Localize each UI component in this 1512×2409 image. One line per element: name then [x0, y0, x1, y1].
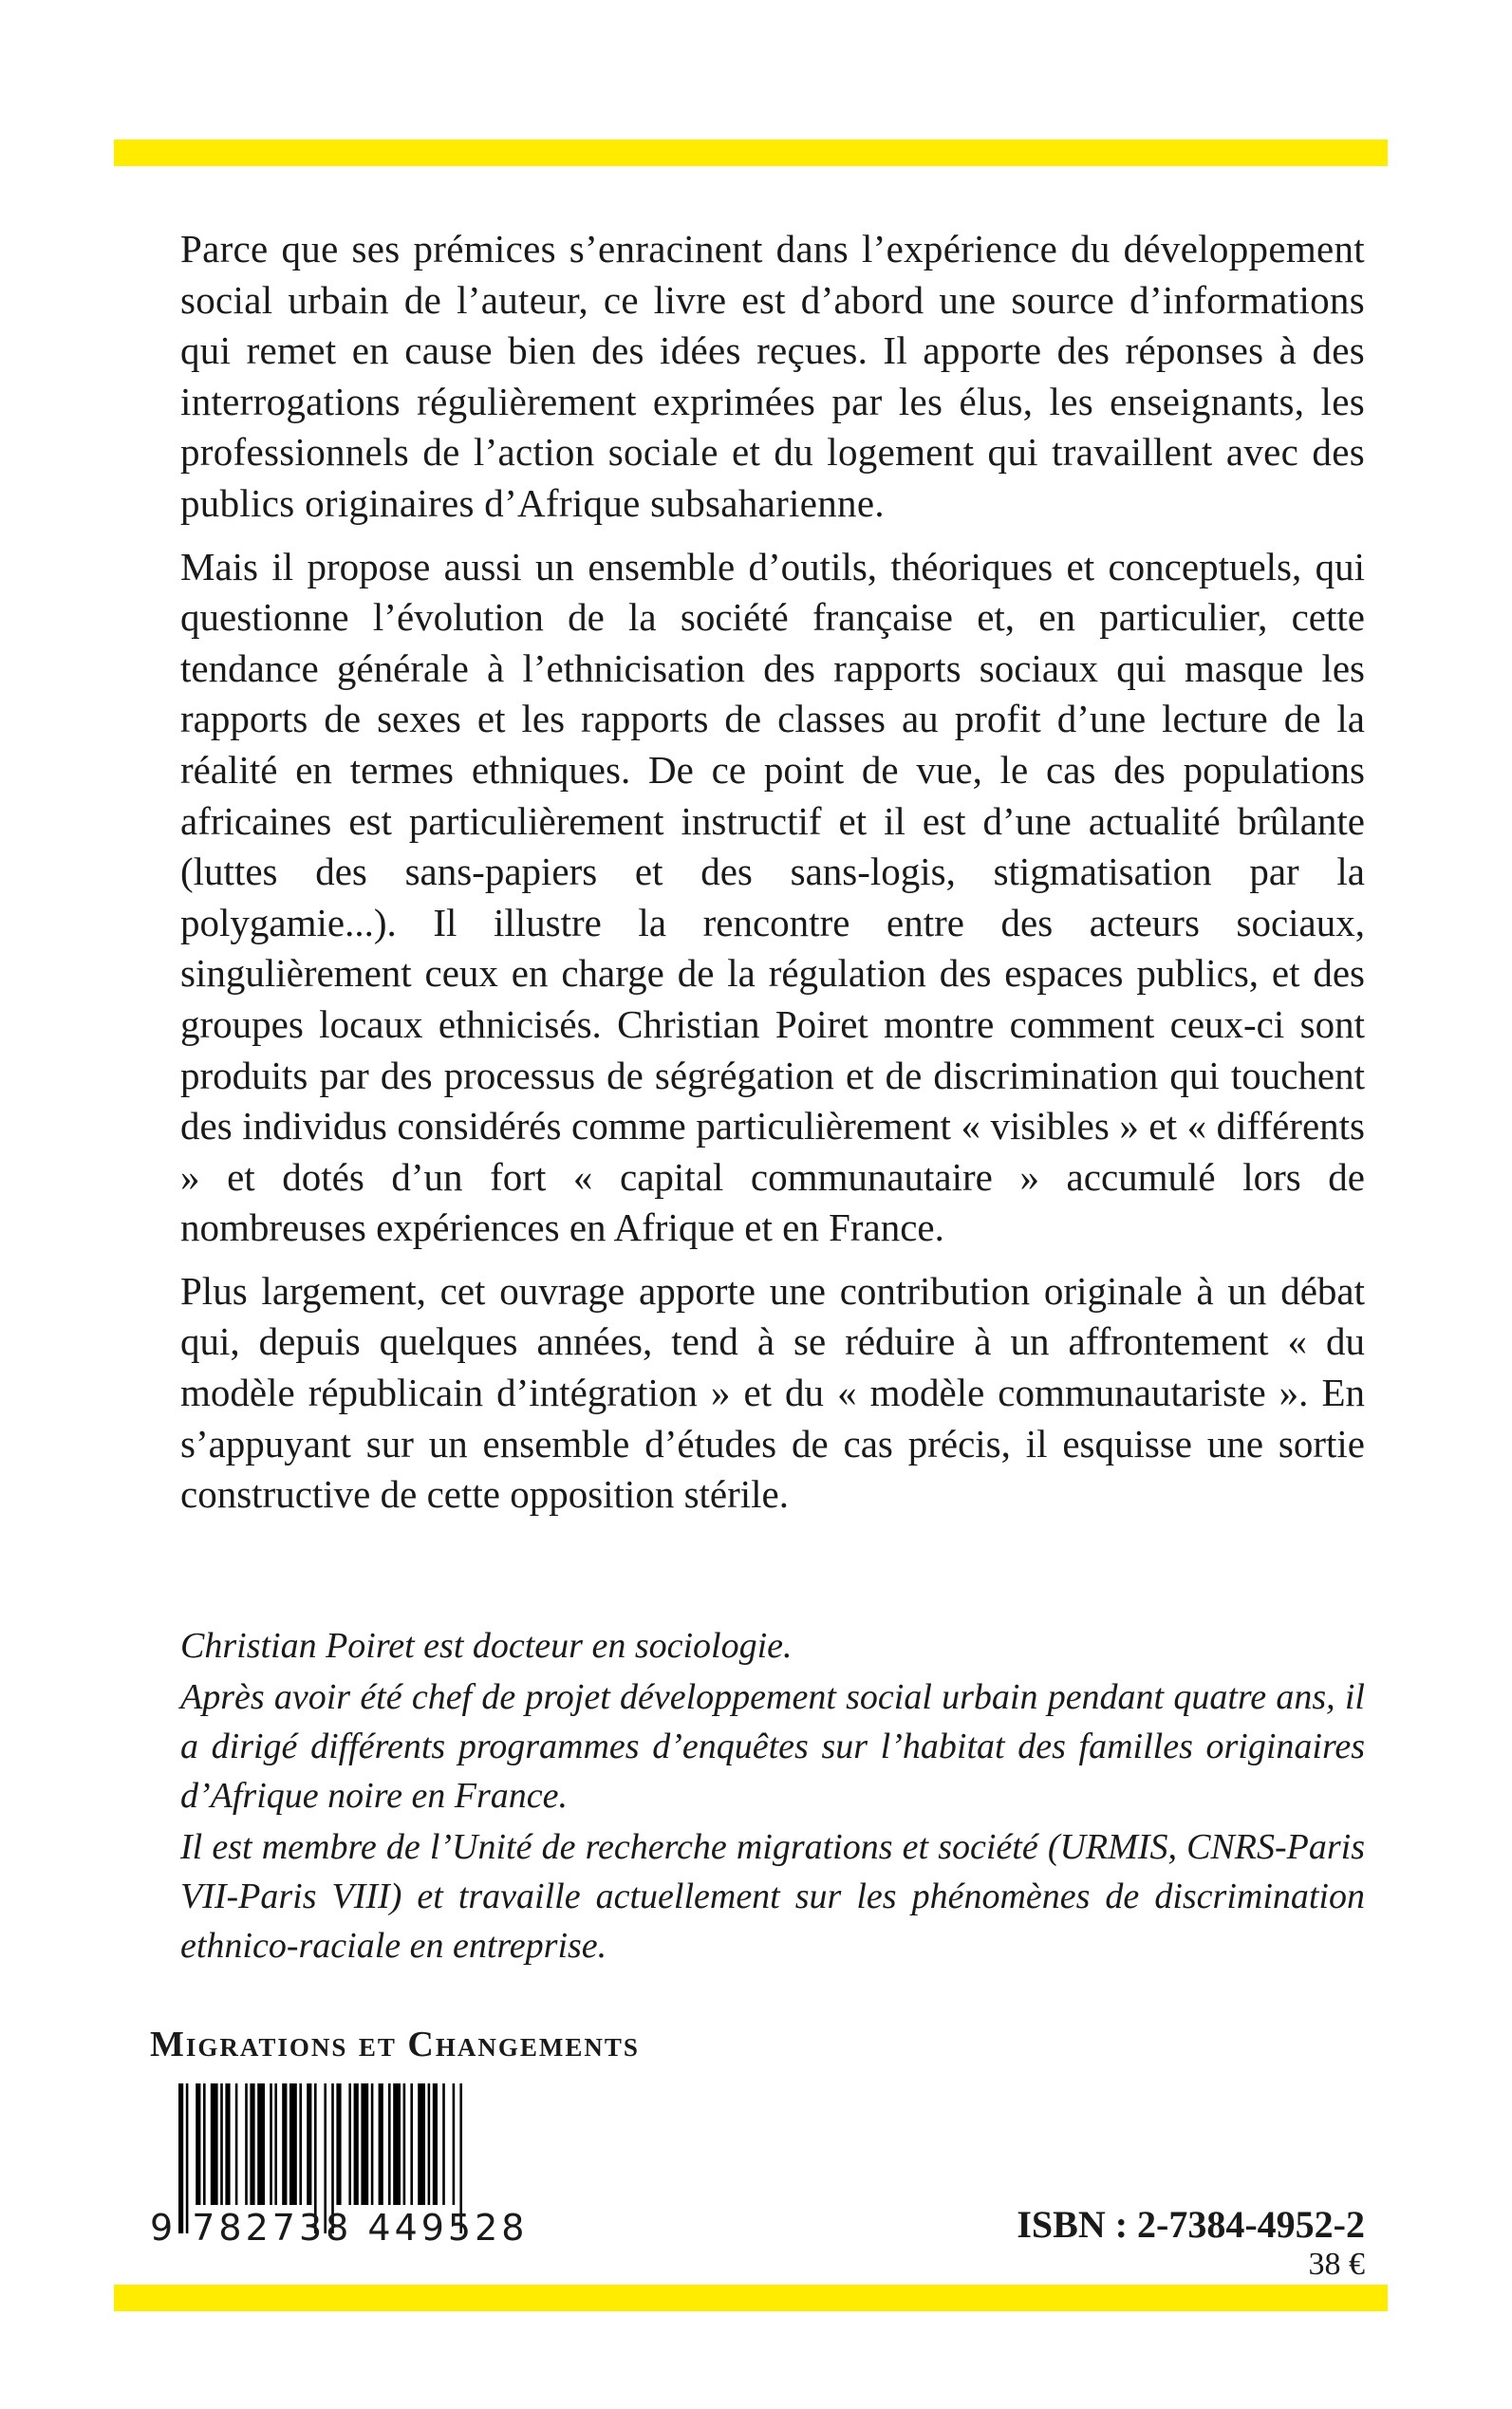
- price: 38 €: [1308, 2247, 1365, 2282]
- bottom-yellow-band: [114, 2285, 1388, 2311]
- author-bio: [180, 1621, 1365, 1972]
- top-yellow-band: [114, 140, 1388, 166]
- bio-paragraph-3: Il est membre de l’Unité de recherche migrations et société (URMIS, CNRS-Paris VII-Paris VIII) et travaille actuellement sur les phénomènes de discrimination ethnico-raciale en entreprise.: [180, 1827, 1365, 1966]
- barcode-digits: 9 782738 449528: [150, 2207, 529, 2249]
- blurb-paragraph-2: Mais il propose aussi un ensemble d’outils, théoriques et conceptuels, qui questionne l’évolution de la société française et, en particulier, cette tendance générale à l’ethnicisation des rapports sociaux qui masque les rapports de sexes et les rapports de classes au profit d’une lecture de la réalité en termes ethniques. De ce point de vue, le cas des populations africaines est particulièrement instructif et il est d’une actualité brûlante (luttes des sans-papiers et des sans-logis, stigmatisation par la polygamie...). Il illustre la rencontre entre des acteurs sociaux, singulièrement ceux en charge de la régulation des espaces publics, et des groupes locaux ethnicisés. Christian Poiret montre comment ceux-ci sont produits par des processus de ségrégation et de discrimination qui touchent des individus considérés comme particulièrement « visibles » et « différents » et dotés d’un fort « capital communautaire » accumulé lors de nombreuses expériences en Afrique et en France.: [180, 544, 1365, 1250]
- bio-paragraph-1: Christian Poiret est docteur en sociologie.: [180, 1626, 793, 1666]
- bio-paragraph-2: Après avoir été chef de projet développement social urbain pendant quatre ans, il a dirigé différents programmes d’enquêtes sur l’habitat des familles originaires d’Afrique noire en France.: [180, 1677, 1365, 1816]
- series-title: Migrations et Changements: [150, 2025, 640, 2064]
- isbn-number: ISBN : 2-7384-4952-2: [1017, 2203, 1365, 2246]
- blurb-paragraph-3: Plus largement, cet ouvrage apporte une contribution originale à un débat qui, depuis quelques années, tend à se réduire à un affrontement « du modèle républicain d’intégration » et du « modèle communautariste ». En s’appuyant sur un ensemble d’études de cas précis, il esquisse une sortie constructive de cette opposition stérile.: [180, 1268, 1365, 1517]
- blurb-paragraph-1: Parce que ses prémices s’enracinent dans l’expérience du développement social urbain de l’auteur, ce livre est d’abord une source d’informations qui remet en cause bien des idées reçues. Il apporte des réponses à des interrogations régulièrement exprimées par les élus, les enseignants, les professionnels de l’action sociale et du logement qui travaillent avec des publics originaires d’Afrique subsaharienne.: [180, 227, 1365, 525]
- back-cover-blurb: [180, 224, 1365, 1533]
